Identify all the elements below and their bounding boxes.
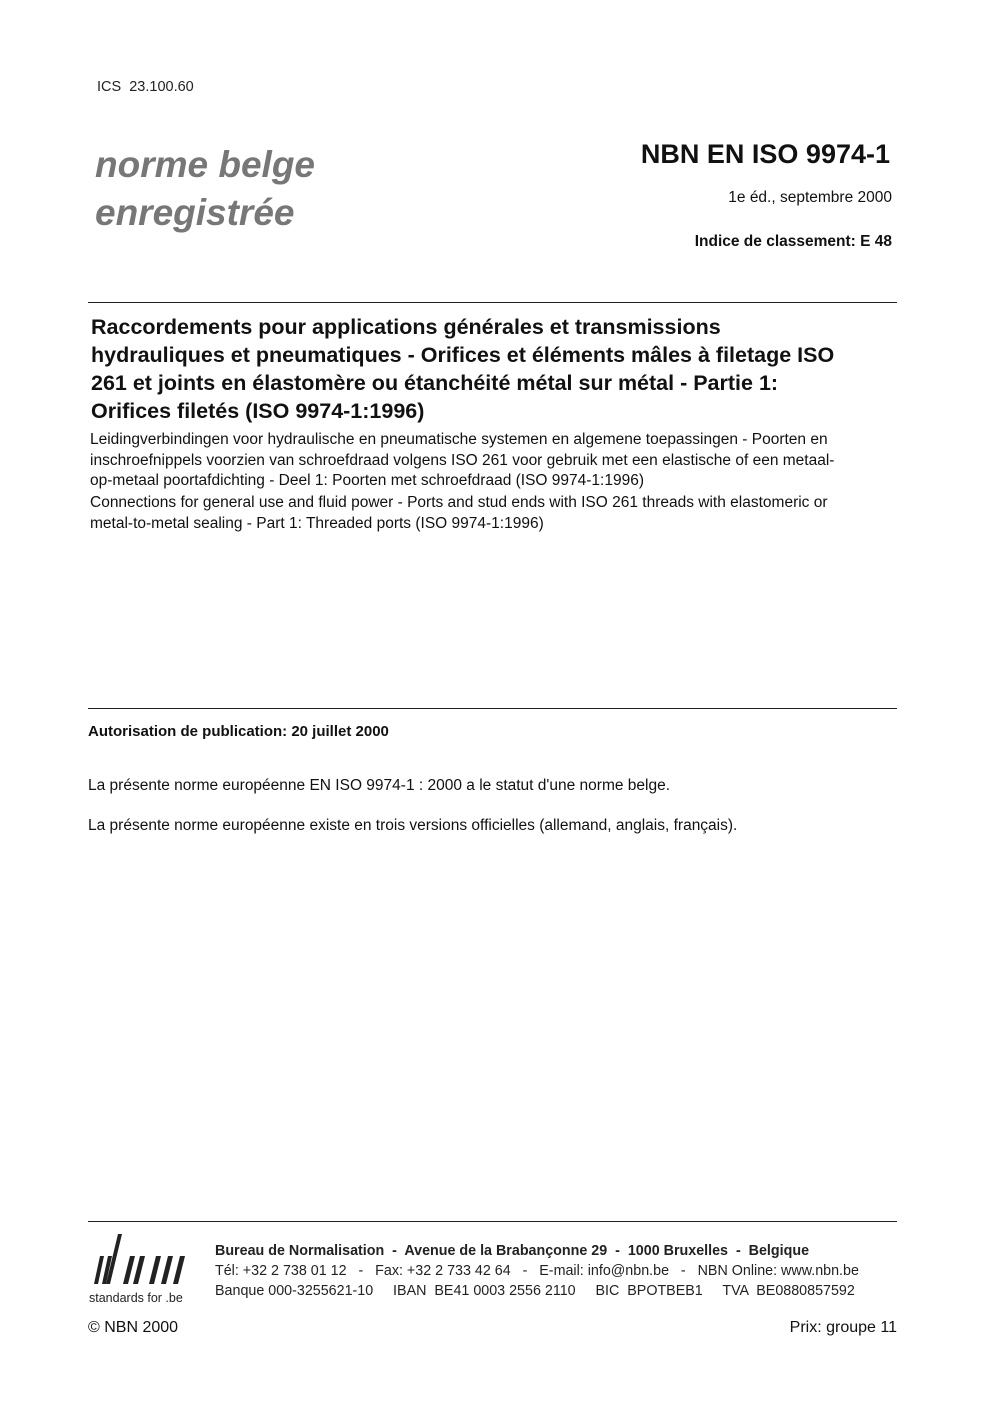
title-line: inschroefnippels voorzien van schroefdraad volgens ISO 261 voor gebruik met een elastische of een metaal-: [90, 451, 835, 469]
classification-index: Indice de classement: E 48: [694, 233, 892, 250]
title-line: op-metaal poortafdichting - Deel 1: Poorten met schroefdraad (ISO 9974-1:1996): [90, 472, 645, 489]
contact-info: Tél: +32 2 738 01 12 - Fax: +32 2 733 42 64 - E-mail: info@nbn.be - NBN Online: www.nbn.be: [215, 1263, 859, 1279]
brand-heading: [95, 141, 315, 237]
divider: [88, 1221, 897, 1222]
english-title: [90, 493, 828, 534]
publication-authorisation: Autorisation de publication: 20 juillet 2000: [88, 723, 389, 740]
dutch-title: [90, 430, 834, 492]
svg-text:standards for .be: standards for .be: [89, 1291, 183, 1305]
status-paragraph: La présente norme européenne EN ISO 9974-1 : 2000 a le statut d'une norme belge.: [88, 777, 671, 794]
price-group: Prix: groupe 11: [789, 1319, 897, 1336]
footer-contact-block: [215, 1241, 859, 1301]
brand-line: enregistrée: [95, 192, 295, 233]
title-line: 261 et joints en élastomère ou étanchéité métal sur métal - Partie 1:: [91, 371, 779, 395]
ics-code: ICS 23.100.60: [97, 79, 194, 95]
standard-code: NBN EN ISO 9974-1: [640, 139, 890, 169]
title-line: metal-to-metal sealing - Part 1: Threaded ports (ISO 9974-1:1996): [90, 514, 544, 532]
nbn-logo-mark-icon: [88, 1234, 200, 1306]
divider: [88, 708, 897, 709]
title-line: Orifices filetés (ISO 9974-1:1996): [91, 399, 425, 423]
versions-paragraph: La présente norme européenne existe en trois versions officielles (allemand, anglais, français).: [88, 817, 738, 834]
divider: [88, 302, 897, 303]
title-line: Leidingverbindingen voor hydraulische en pneumatische systemen en algemene toepassingen - Poorten en: [90, 431, 828, 448]
copyright: © NBN 2000: [88, 1319, 179, 1336]
address: Bureau de Normalisation - Avenue de la Brabançonne 29 - 1000 Bruxelles - Belgique: [215, 1243, 810, 1259]
bank-info: Banque 000-3255621-10 IBAN BE41 0003 2556 2110 BIC BPOTBEB1 TVA BE0880857592: [215, 1283, 855, 1299]
brand-line: norme belge: [95, 144, 315, 185]
title-line: Connections for general use and fluid power - Ports and stud ends with ISO 261 threads with elastomeric or: [90, 494, 828, 511]
nbn-logo: [88, 1234, 200, 1306]
french-title: [91, 313, 834, 425]
title-line: hydrauliques et pneumatiques - Orifices et éléments mâles à filetage ISO: [91, 343, 835, 367]
title-line: Raccordements pour applications générales et transmissions: [91, 315, 721, 339]
edition: 1e éd., septembre 2000: [728, 189, 892, 206]
